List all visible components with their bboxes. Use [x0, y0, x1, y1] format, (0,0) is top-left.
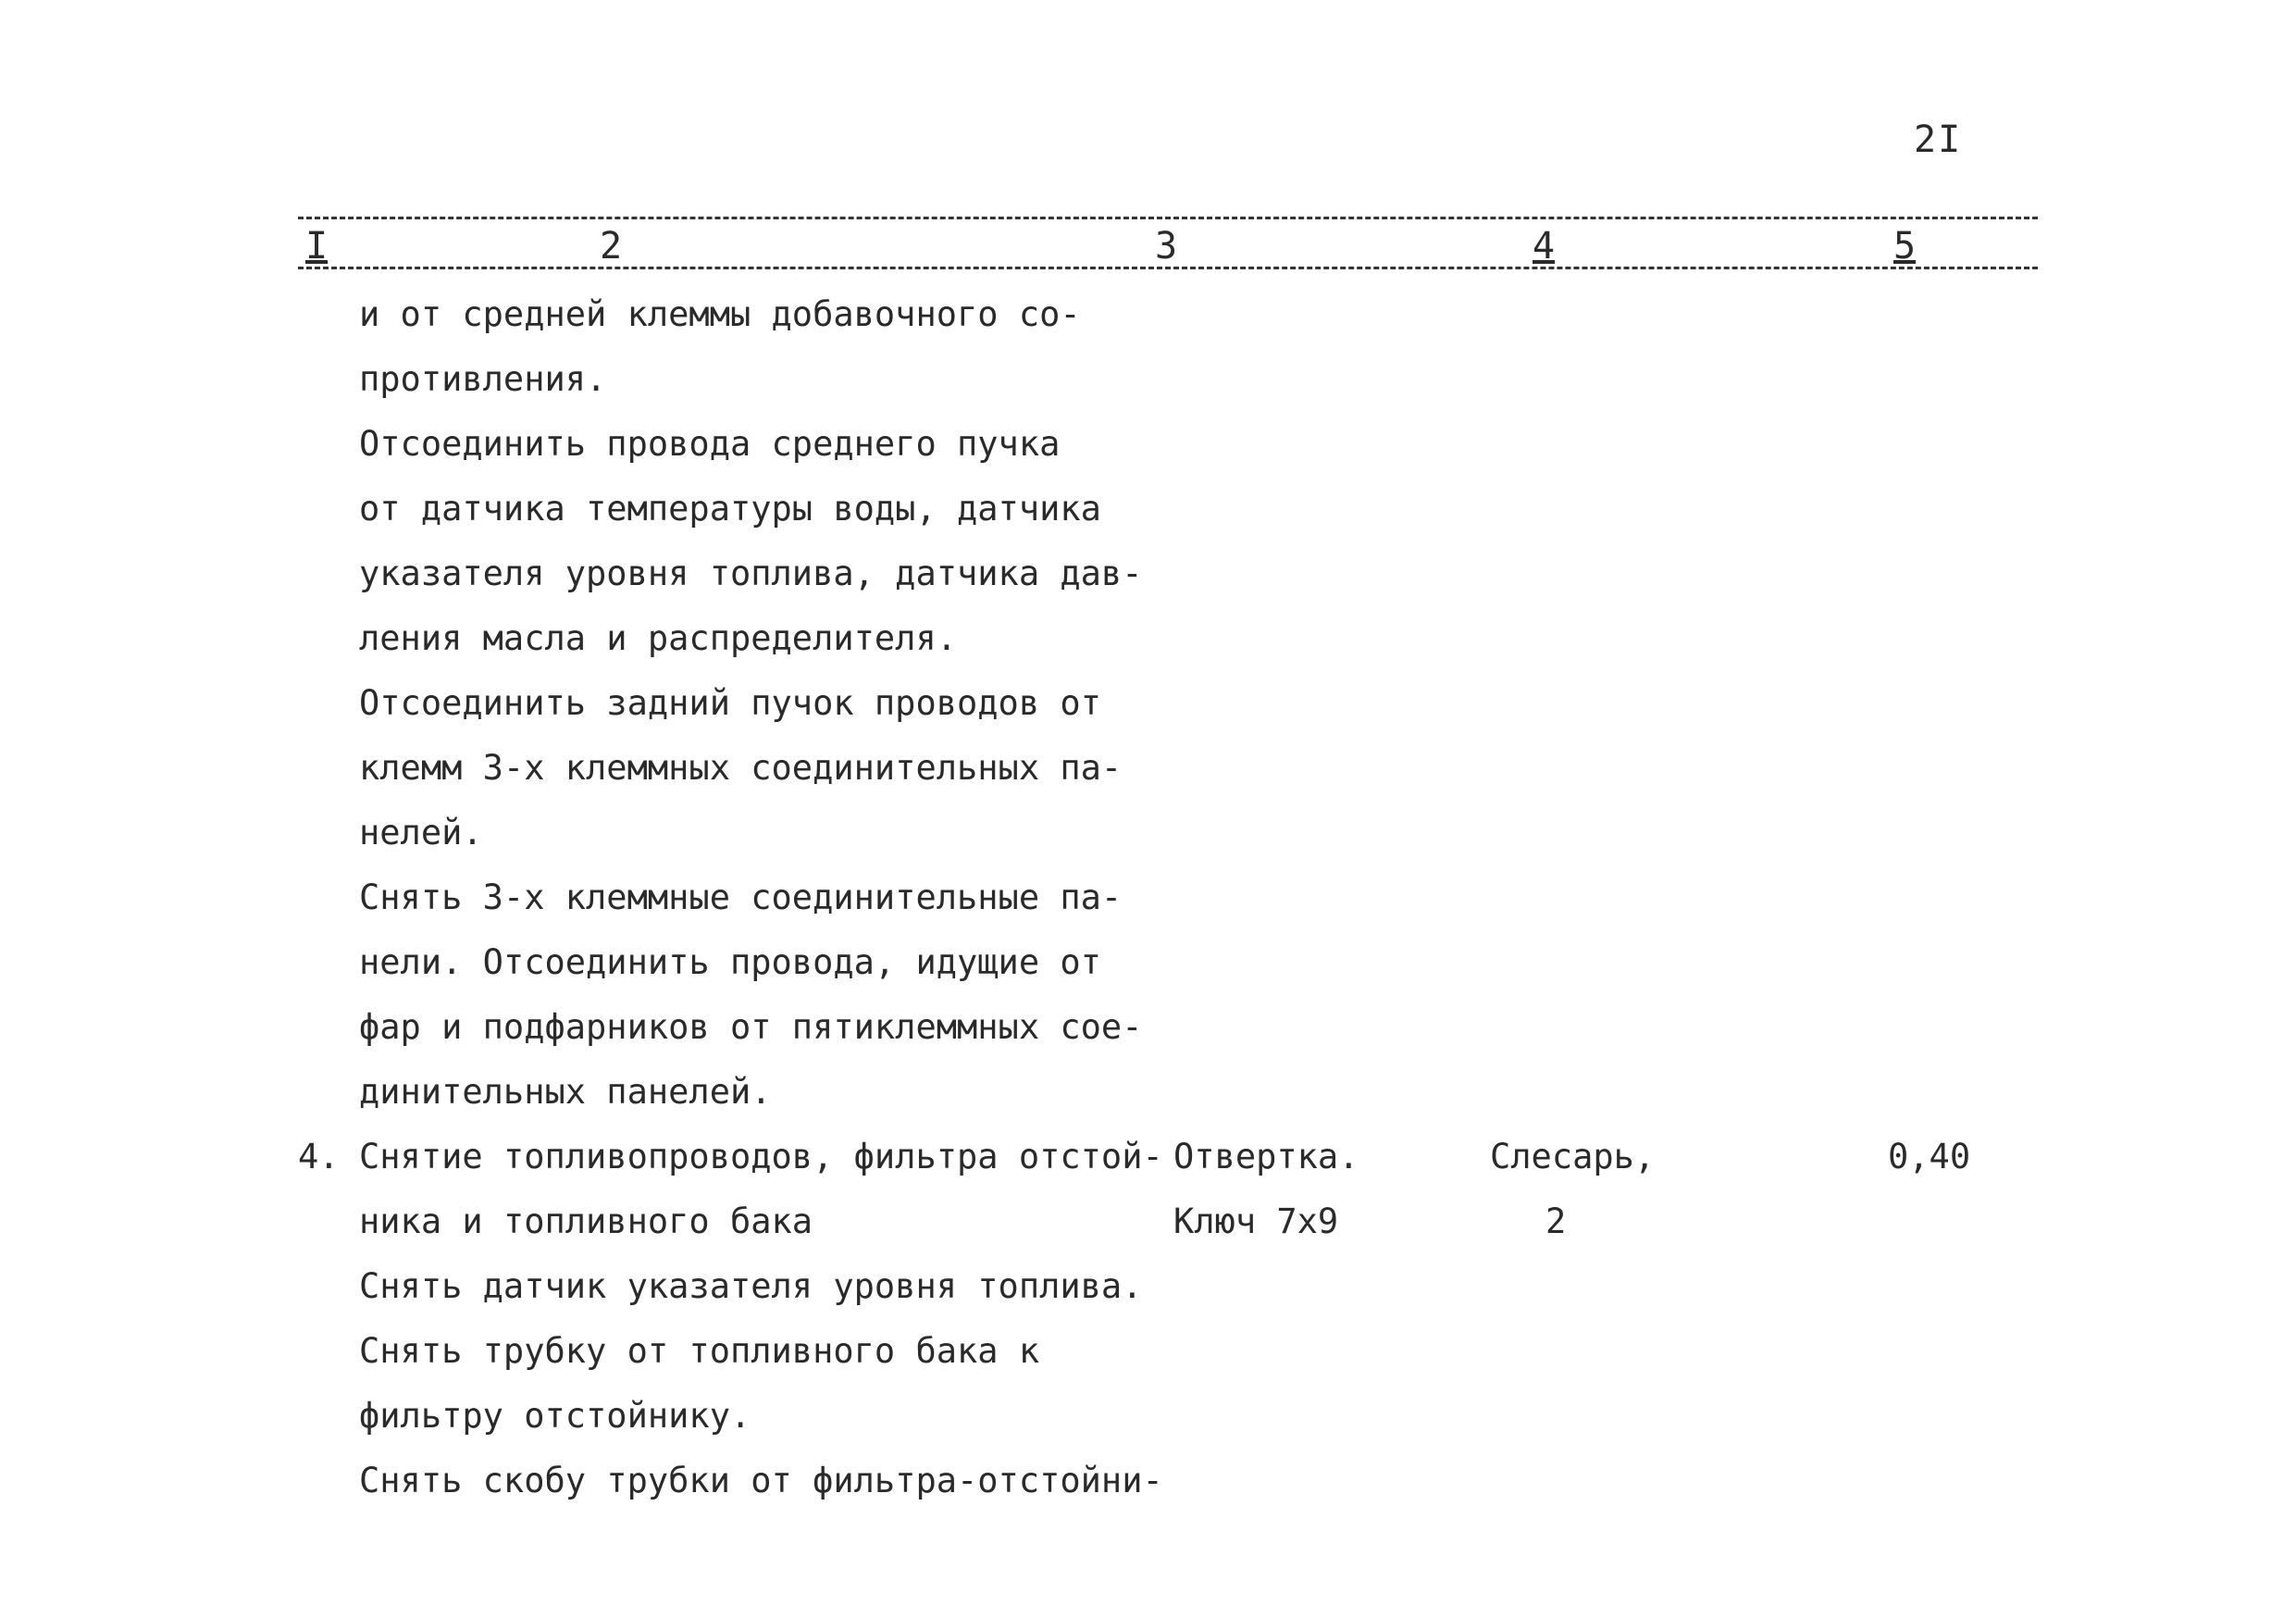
description-line: Отсоединить провода среднего пучка — [359, 424, 1061, 464]
description-line: противления. — [359, 359, 607, 399]
operation-step: Снять скобу трубки от фильтра-отстойни- — [359, 1461, 1163, 1500]
description-line: ления масла и распределителя. — [359, 618, 958, 658]
operation-title-line: ника и топливного бака — [359, 1201, 813, 1241]
description-line: от датчика температуры воды, датчика — [359, 489, 1101, 529]
description-line: Снять 3-х клеммные соединительные па- — [359, 877, 1123, 917]
operation-title-line: Снятие топливопроводов, фильтра отстой- — [359, 1137, 1163, 1176]
operation-step: Снять датчик указателя уровня топлива. — [359, 1266, 1143, 1306]
operation-tool: Ключ 7х9 — [1173, 1201, 1339, 1241]
description-line: нели. Отсоединить провода, идущие от — [359, 942, 1101, 982]
page-number: 2I — [1914, 118, 1963, 161]
operation-time: 0,40 — [1888, 1137, 1971, 1176]
operation-step: Снять трубку от топливного бака к — [359, 1331, 1040, 1371]
column-header-2: 2 — [596, 226, 626, 267]
table-header-top-rule — [298, 217, 2038, 219]
description-line: и от средней клеммы добавочного со- — [359, 294, 1081, 334]
description-line: динительных панелей. — [359, 1072, 772, 1112]
description-line: клемм 3-х клеммных соединительных па- — [359, 748, 1123, 788]
operation-worker-grade: 2 — [1545, 1201, 1567, 1241]
description-line: указателя уровня топлива, датчика дав- — [359, 554, 1143, 593]
column-header-5: 5 — [1890, 226, 1919, 267]
description-line: Отсоединить задний пучок проводов от — [359, 683, 1101, 723]
operation-number: 4. — [298, 1137, 340, 1176]
description-line: нелей. — [359, 813, 483, 853]
operation-tool: Отвертка. — [1173, 1137, 1359, 1176]
column-header-3: 3 — [1151, 226, 1181, 267]
description-line: фар и подфарников от пятиклеммных сое- — [359, 1007, 1143, 1047]
column-header-1: I — [302, 226, 331, 267]
operation-worker: Слесарь, — [1490, 1137, 1656, 1176]
column-header-4: 4 — [1529, 226, 1558, 267]
operation-step: фильтру отстойнику. — [359, 1396, 751, 1436]
